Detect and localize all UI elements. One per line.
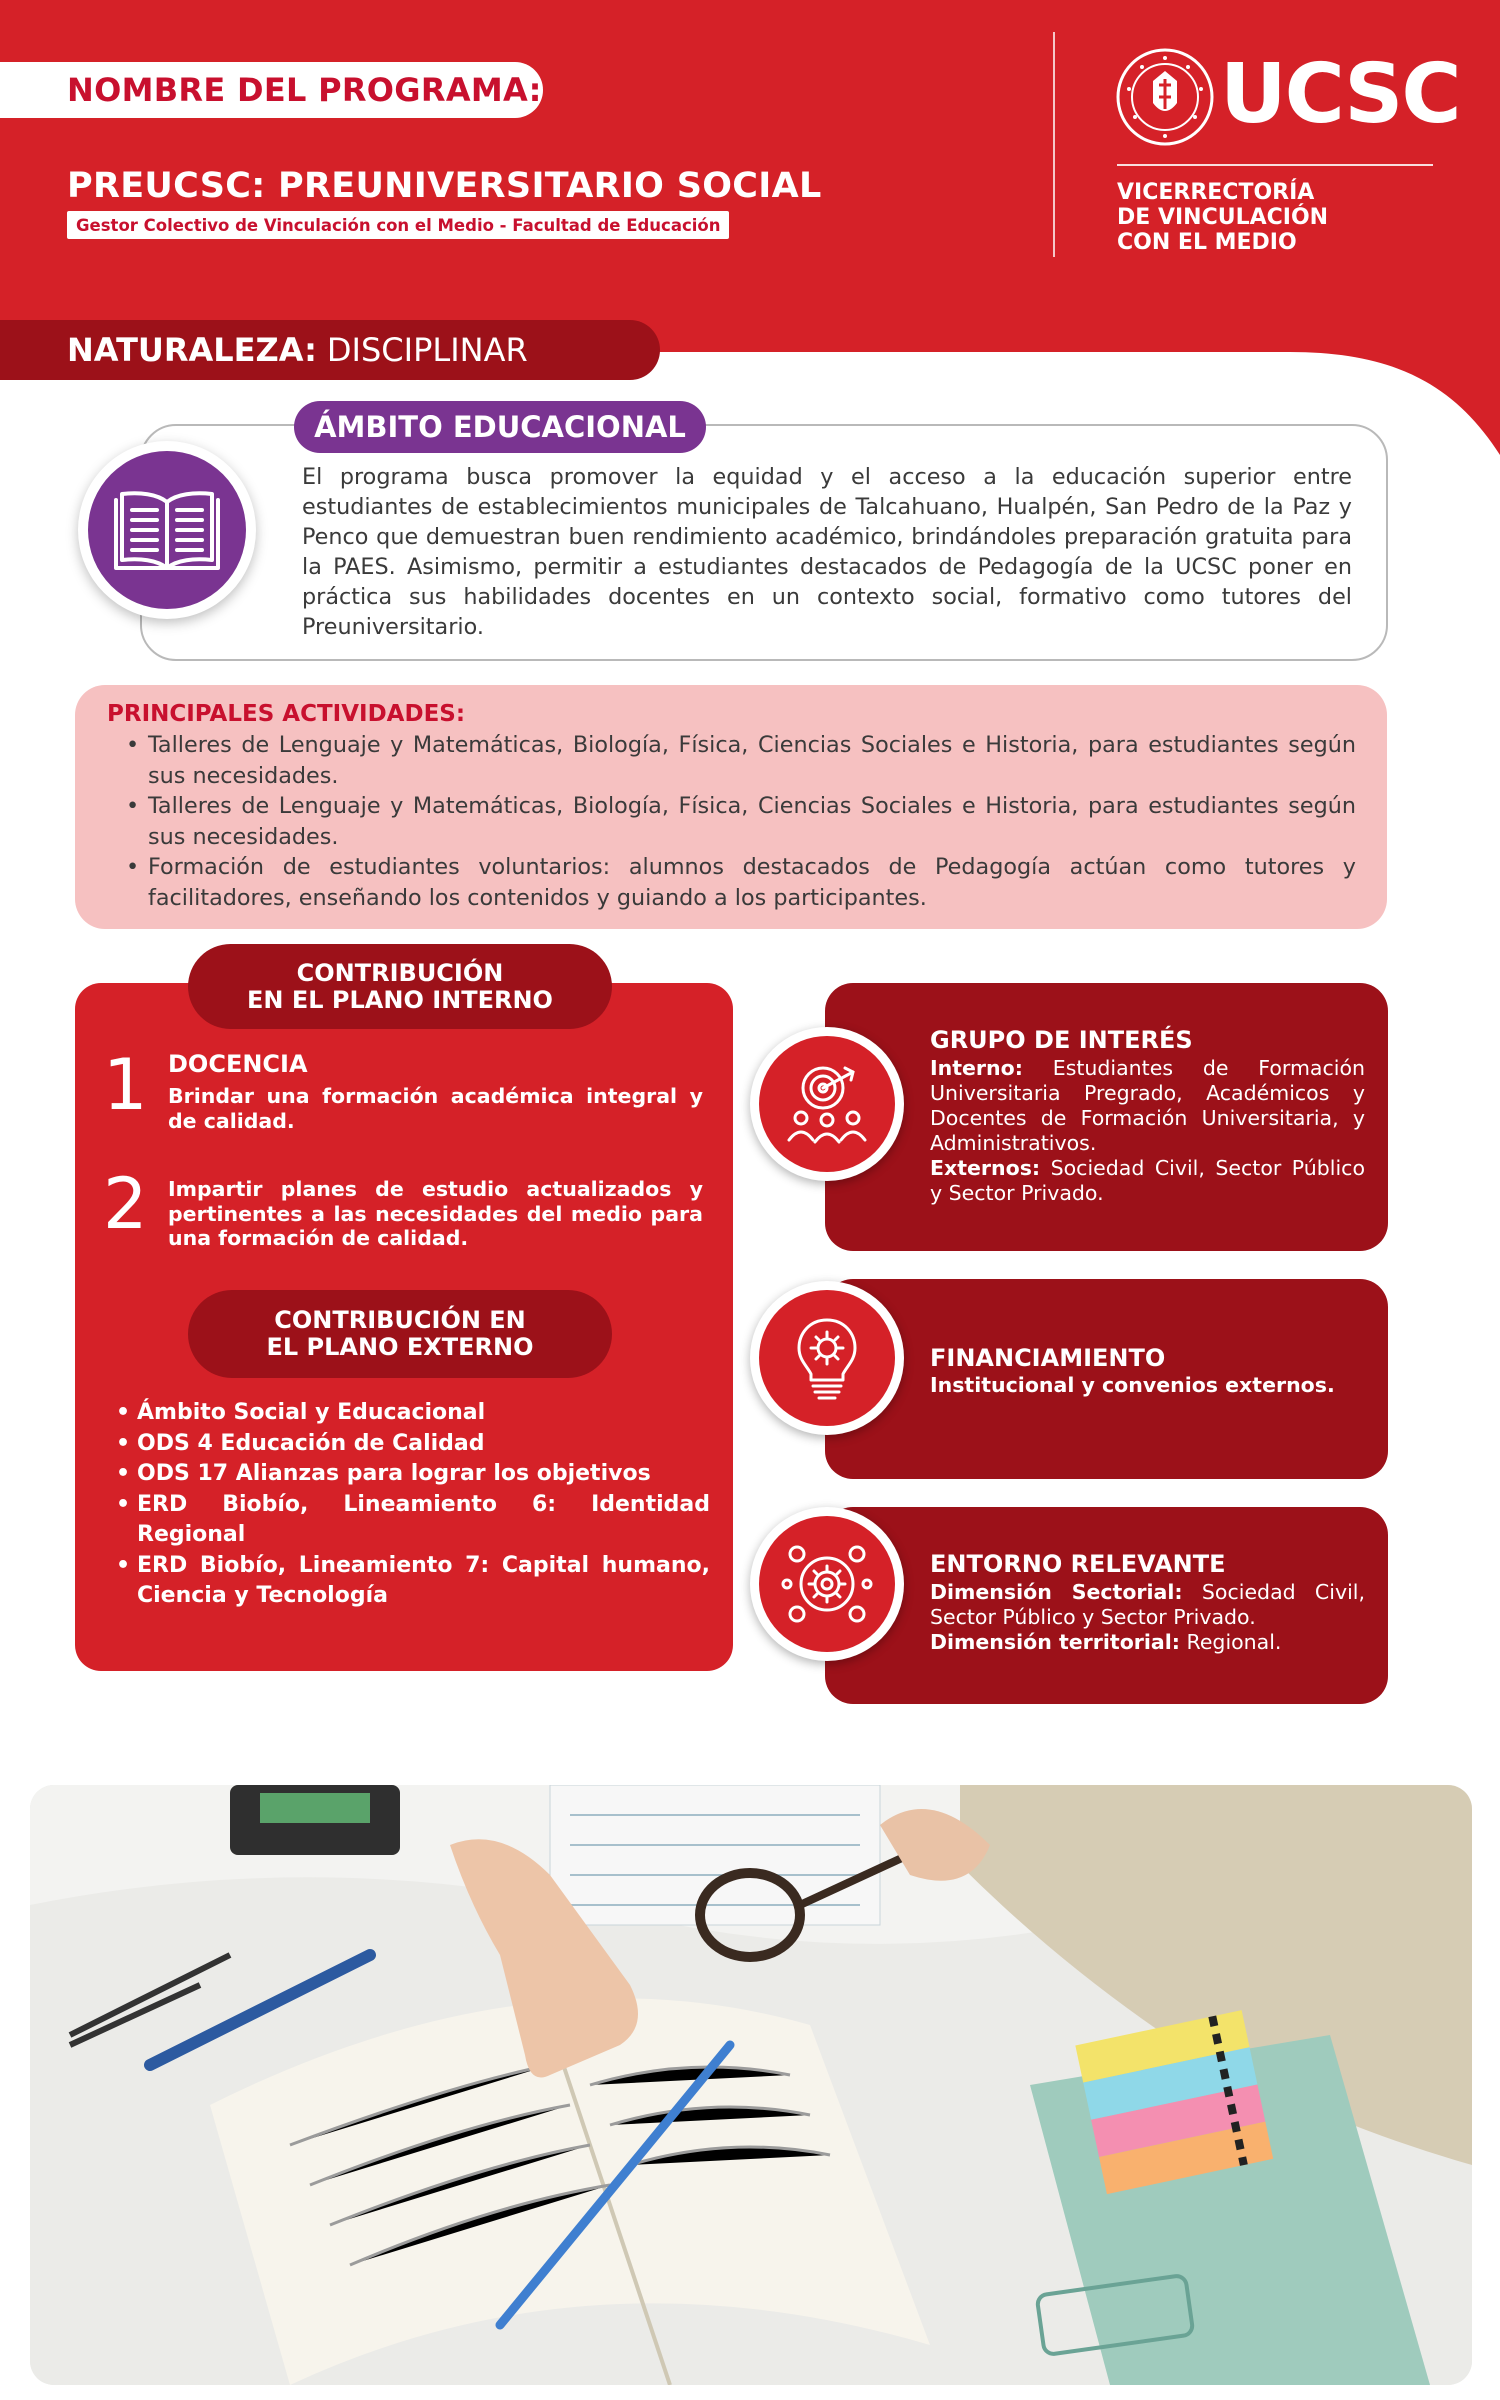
interno-text: Estudiantes de Formación Universitaria Pregrado, Académicos y Docentes de Formación Universitaria, y Administrativos. xyxy=(930,1056,1365,1155)
vicerrectoria-line: DE VINCULACIÓN xyxy=(1117,205,1329,230)
item-2-text: Impartir planes de estudio actualizados y pertinentes a las necesidades del medio para una formación de calidad. xyxy=(168,1177,703,1250)
list-item: • ODS 17 Alianzas para lograr los objetivos xyxy=(112,1459,710,1490)
territorial-label: Dimensión territorial: xyxy=(930,1630,1180,1654)
docencia-text: Brindar una formación académica integral y de calidad. xyxy=(168,1084,703,1133)
target-group-icon xyxy=(759,1036,895,1172)
territorial-text: Regional. xyxy=(1179,1630,1282,1654)
list-item: • ODS 4 Educación de Calidad xyxy=(112,1429,710,1460)
item-number: 2 xyxy=(103,1163,148,1245)
naturaleza-bar xyxy=(0,320,660,380)
contribucion-externo-title xyxy=(188,1290,612,1378)
list-item: • ERD Biobío, Lineamiento 7: Capital humano, Ciencia y Tecnología xyxy=(112,1551,710,1612)
docencia-title: DOCENCIA xyxy=(168,1050,308,1078)
interno-label: Interno: xyxy=(930,1056,1023,1080)
grupo-interes-title: GRUPO DE INTERÉS xyxy=(930,1026,1193,1054)
list-item: • Talleres de Lenguaje y Matemáticas, Biología, Física, Ciencias Sociales e Historia, para estudiantes según sus necesidades. xyxy=(118,791,1356,852)
contribucion-interno-title xyxy=(188,944,612,1029)
university-seal-icon xyxy=(1115,47,1215,147)
item-number: 1 xyxy=(103,1044,148,1126)
program-label: NOMBRE DEL PROGRAMA: xyxy=(0,62,543,118)
entorno-title: ENTORNO RELEVANTE xyxy=(930,1550,1226,1578)
study-desk-photo xyxy=(30,1785,1472,2385)
title-line: EN EL PLANO INTERNO xyxy=(247,985,553,1014)
ambito-title: ÁMBITO EDUCACIONAL xyxy=(294,401,706,453)
program-subtitle: Gestor Colectivo de Vinculación con el Medio - Facultad de Educación xyxy=(67,211,729,239)
program-title: PREUCSC: PREUNIVERSITARIO SOCIAL xyxy=(67,166,822,206)
ucsc-logo: UCSC xyxy=(1220,47,1460,142)
sectorial-label: Dimensión Sectorial: xyxy=(930,1580,1183,1604)
actividades-list xyxy=(118,730,1356,913)
externos-label: Externos: xyxy=(930,1156,1041,1180)
list-item: • Talleres de Lenguaje y Matemáticas, Biología, Física, Ciencias Sociales e Historia, para estudiantes según sus necesidades. xyxy=(118,730,1356,791)
logo-rule xyxy=(1117,164,1433,166)
externos-text: Sociedad Civil, Sector Público y Sector Privado. xyxy=(930,1156,1365,1205)
naturaleza-value: DISCIPLINAR xyxy=(326,331,528,369)
header-divider xyxy=(1053,32,1055,257)
financiamiento-title: FINANCIAMIENTO xyxy=(930,1344,1166,1372)
vicerrectoria-label xyxy=(1117,180,1447,255)
title-line: CONTRIBUCIÓN EN xyxy=(274,1306,526,1334)
actividades-title: PRINCIPALES ACTIVIDADES: xyxy=(107,701,466,727)
financiamiento-text: Institucional y convenios externos. xyxy=(930,1373,1335,1397)
network-gear-icon xyxy=(759,1516,895,1652)
title-line: CONTRIBUCIÓN xyxy=(296,958,504,987)
title-line: EL PLANO EXTERNO xyxy=(266,1333,534,1361)
ambito-description: El programa busca promover la equidad y el acceso a la educación superior entre estudiantes de establecimientos municipales de Talcahuano, Hualpén, San Pedro de la Paz y Penco que demuestran buen rendimiento académico, brindándoles preparación gratuita para la PAES. Asimismo, permitir a estudiantes destacados de Pedagogía de la UCSC poner en práctica sus habilidades docentes en un contexto social, formativo como tutores del Preuniversitario. xyxy=(302,464,1352,640)
open-book-icon xyxy=(88,451,246,609)
sectorial-text: Sociedad Civil, Sector Público y Sector Privado. xyxy=(930,1580,1365,1629)
list-item: • Ámbito Social y Educacional xyxy=(112,1398,710,1429)
naturaleza-label: NATURALEZA: xyxy=(67,331,317,369)
grupo-interes-text xyxy=(930,1056,1365,1206)
lightbulb-gear-icon xyxy=(759,1290,895,1426)
list-item: • Formación de estudiantes voluntarios: alumnos destacados de Pedagogía actúan como tutores y facilitadores, enseñando los contenidos y guiando a los participantes. xyxy=(118,852,1356,913)
vicerrectoria-line: CON EL MEDIO xyxy=(1117,230,1297,255)
contribucion-externo-list xyxy=(112,1398,710,1612)
list-item: • ERD Biobío, Lineamiento 6: Identidad Regional xyxy=(112,1490,710,1551)
entorno-text xyxy=(930,1580,1365,1655)
vicerrectoria-line: VICERRECTORÍA xyxy=(1117,180,1315,205)
